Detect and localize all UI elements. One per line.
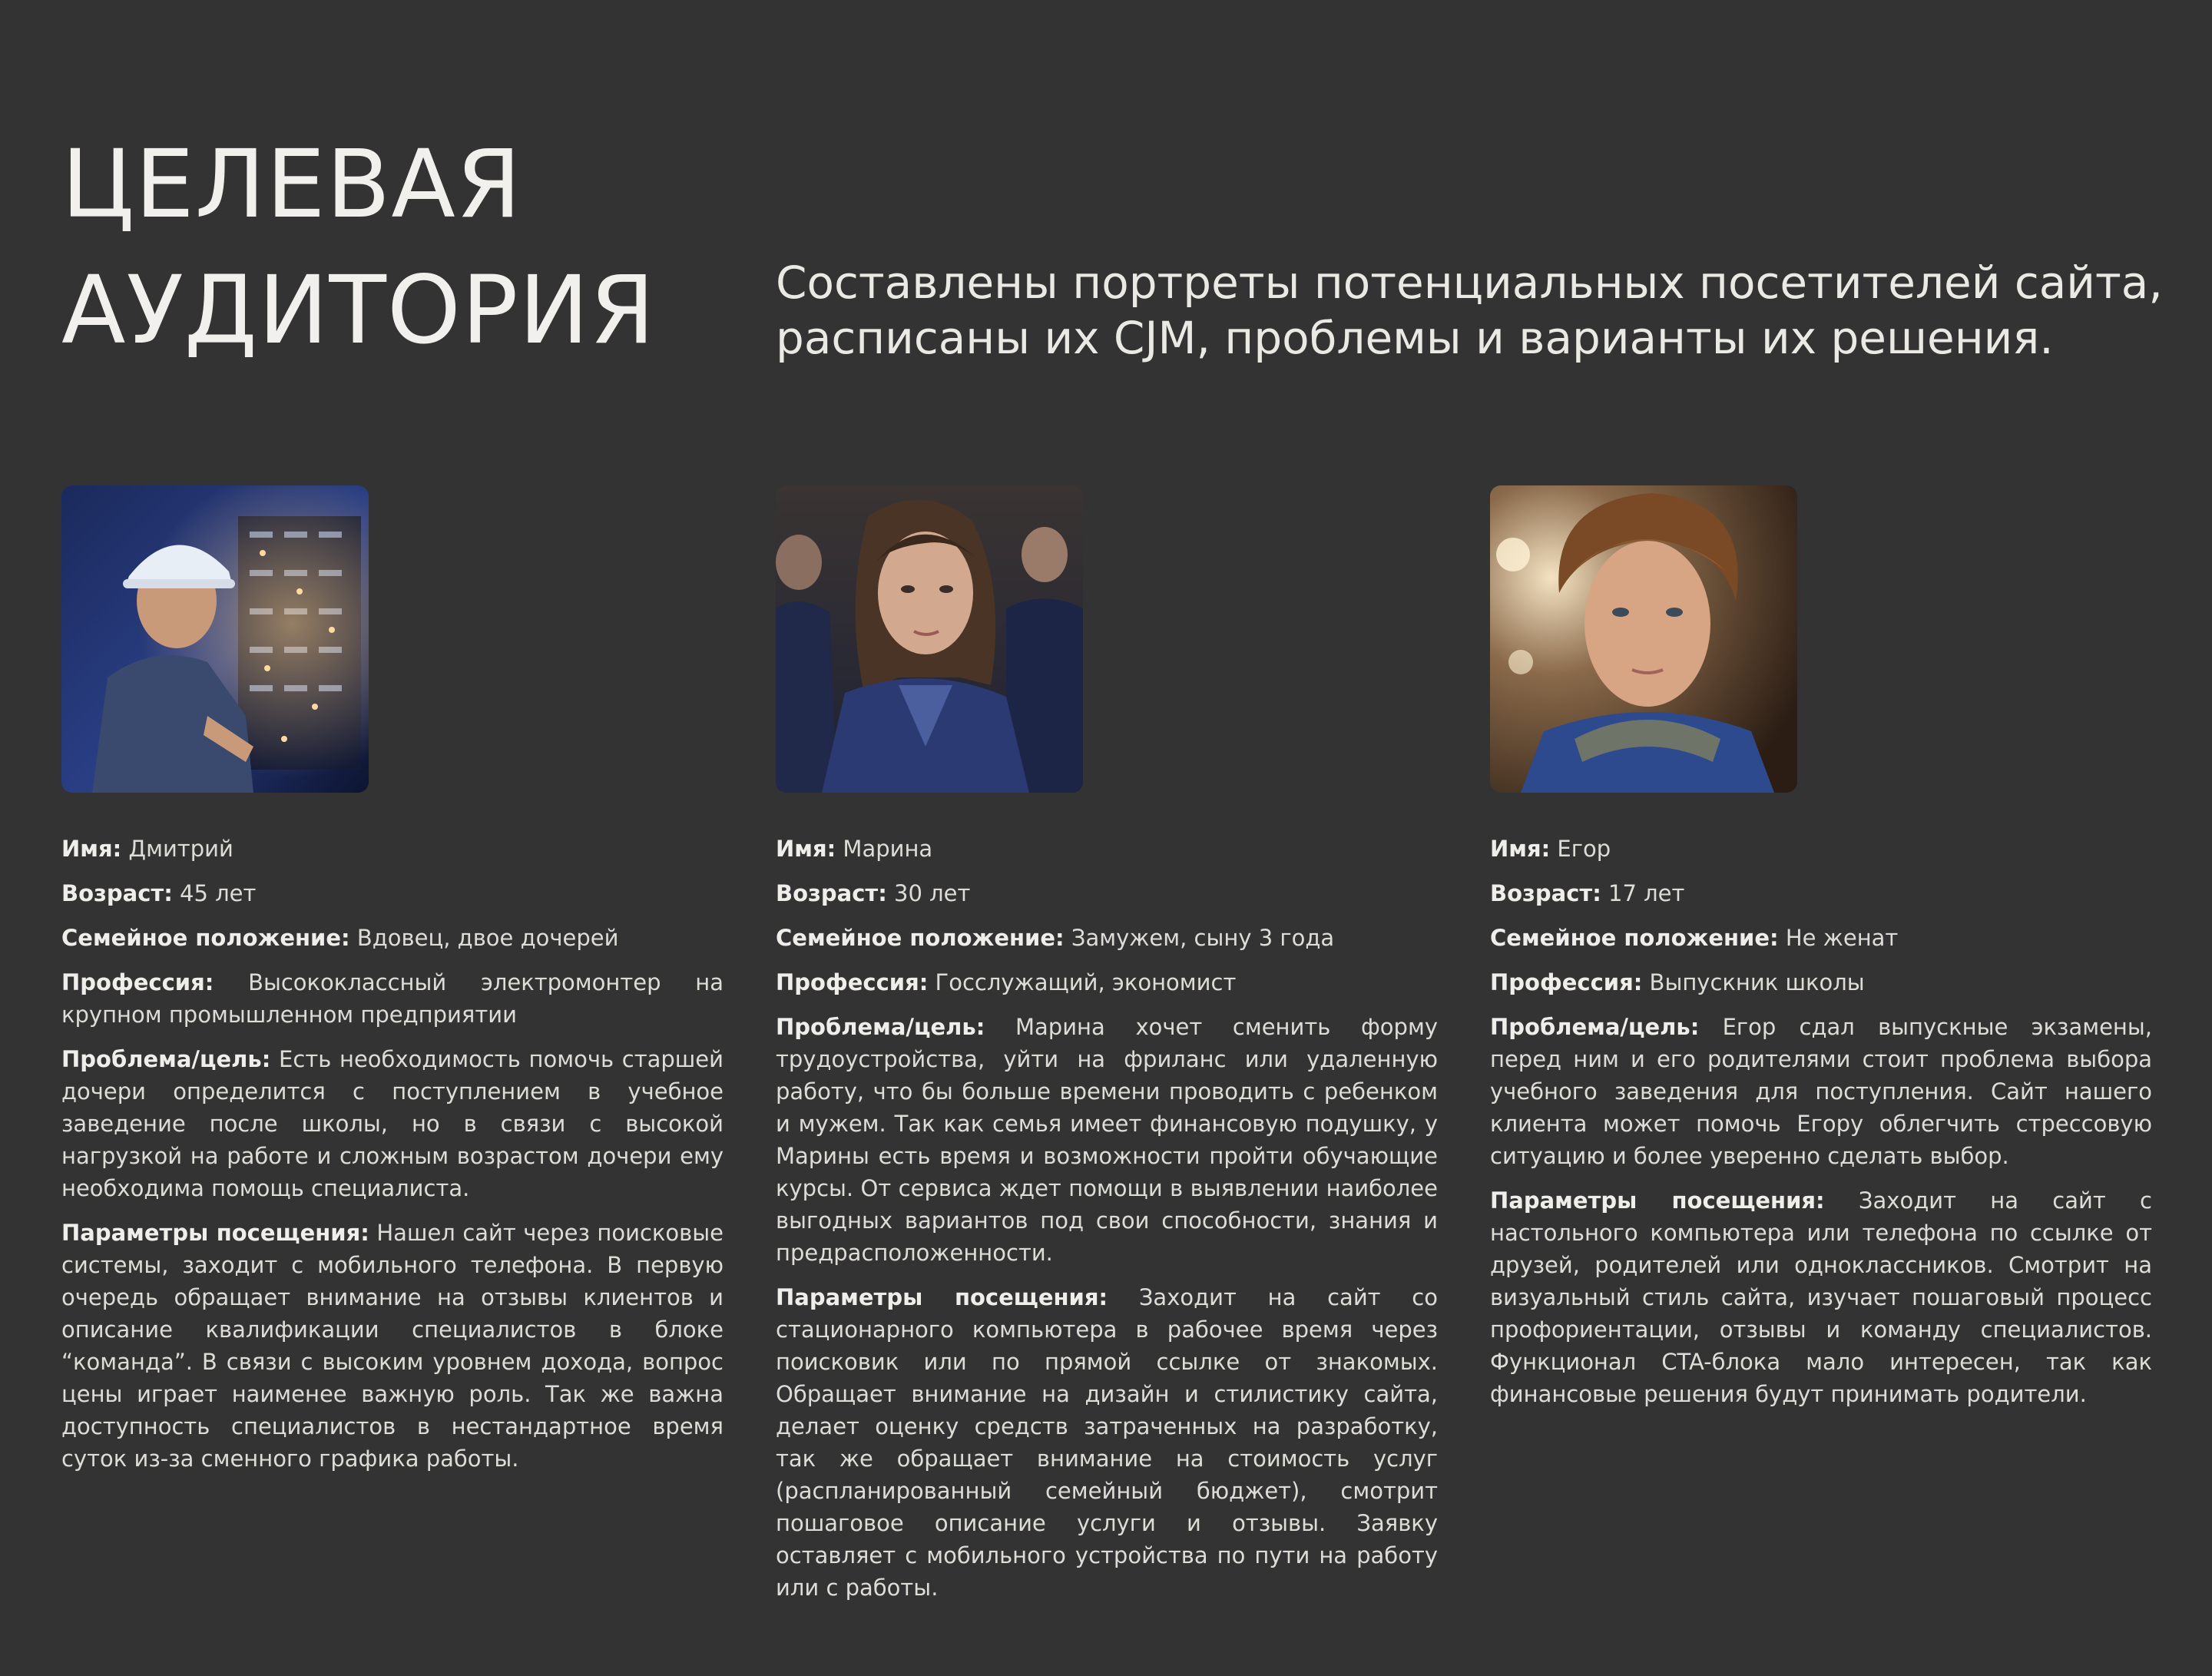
persona-visit-row [1490, 1184, 2152, 1410]
family-label: Семейное положение: [776, 925, 1065, 951]
persona-visit: Нашел сайт через поисковые системы, заходит с мобильного телефона. В первую очередь обращает внимание на отзывы клиентов и описание квалификации специалистов в блоке “команда”. В связи с высоким уровнем дохода, вопрос цены играет наименее важную роль. Так же важна доступность специалистов в нестандартное время суток из-за сменного графика работы. [61, 1220, 724, 1472]
persona-family-row [776, 922, 1438, 954]
persona-info [776, 833, 1438, 1604]
page-subtitle [776, 255, 2163, 366]
persona-info [61, 833, 724, 1475]
persona-name: Егор [1557, 836, 1611, 862]
persona-problem: Егор сдал выпускные экзамены, перед ним и его родителями стоит проблема выбора учебного заведения для поступления. Сайт нашего клиента может помочь Егору облегчить стрессовую ситуацию и более уверенно сделать выбор. [1490, 1014, 2153, 1169]
persona-problem: Есть необходимость помочь старшей дочери определится с поступлением в учебное заведение после школы, но в связи с высокой нагрузкой на работе и сложным возрастом дочери ему необходима помощь специалиста. [61, 1046, 724, 1201]
persona-name-row [61, 833, 724, 865]
persona-profession-row [776, 966, 1438, 999]
problem-label: Проблема/цель: [61, 1046, 271, 1072]
persona-profession: Госслужащий, экономист [935, 969, 1237, 995]
page-subtitle-line-2: расписаны их CJM, проблемы и варианты их решения. [776, 312, 2054, 364]
persona-card-egor [1490, 485, 2152, 1423]
persona-photo-businesswoman [776, 485, 1083, 793]
persona-visit: Заходит на сайт со стационарного компьютера в рабочее время через поисковик или по прямой ссылке от знакомых. Обращает внимание на дизайн и стилистику сайта, делает оценку средств затраченных на разработку, так же обращает внимание на стоимость услуг (распланированный семейный бюджет), смотрит пошаговое описание услуги и отзывы. Заявку оставляет с мобильного устройства по пути на работу или с работы. [776, 1284, 1438, 1601]
persona-name: Дмитрий [128, 836, 233, 862]
persona-age: 30 лет [894, 880, 971, 906]
persona-profession: Выпускник школы [1649, 969, 1865, 995]
persona-problem-row [776, 1011, 1438, 1269]
family-label: Семейное положение: [61, 925, 350, 951]
profession-label: Профессия: [61, 969, 214, 995]
page-title-line-1: ЦЕЛЕВАЯ [61, 130, 522, 239]
age-label: Возраст: [61, 880, 173, 906]
persona-age-row [776, 877, 1438, 909]
problem-label: Проблема/цель: [1490, 1014, 1700, 1040]
name-label: Имя: [61, 836, 122, 862]
businesswoman-portrait-image [776, 485, 1083, 793]
persona-age: 45 лет [180, 880, 257, 906]
persona-profession: Высококлассный электромонтер на крупном промышленном предприятии [61, 969, 724, 1028]
visit-label: Параметры посещения: [1490, 1187, 1825, 1214]
persona-age-row [1490, 877, 2152, 909]
persona-name: Марина [843, 836, 933, 862]
age-label: Возраст: [1490, 880, 1601, 906]
persona-family-row [1490, 922, 2152, 954]
name-label: Имя: [776, 836, 836, 862]
age-label: Возраст: [776, 880, 887, 906]
page-subtitle-line-1: Составлены портреты потенциальных посетителей сайта, [776, 257, 2163, 309]
page-title-line-2: АУДИТОРИЯ [61, 256, 656, 365]
electrician-portrait-image [61, 485, 369, 793]
visit-label: Параметры посещения: [61, 1220, 369, 1246]
persona-info [1490, 833, 2152, 1410]
persona-family: Замужем, сыну 3 года [1071, 925, 1335, 951]
persona-age: 17 лет [1608, 880, 1685, 906]
persona-visit-row [61, 1217, 724, 1475]
visit-label: Параметры посещения: [776, 1284, 1108, 1310]
persona-name-row [1490, 833, 2152, 865]
name-label: Имя: [1490, 836, 1551, 862]
persona-card-dmitry [61, 485, 724, 1487]
persona-photo-teenager [1490, 485, 1797, 793]
profession-label: Профессия: [776, 969, 929, 995]
persona-visit-row [776, 1281, 1438, 1604]
persona-card-marina [776, 485, 1438, 1616]
persona-visit: Заходит на сайт с настольного компьютера или телефона по ссылке от друзей, родителей или одноклассников. Смотрит на визуальный стиль сайта, изучает пошаговый процесс профориентации, отзывы и команду специалистов. Функционал CTA-блока мало интересен, так как финансовые решения будут принимать родители. [1490, 1187, 2152, 1407]
persona-problem: Марина хочет сменить форму трудоустройства, уйти на фриланс или удаленную работу, что бы больше времени проводить с ребенком и мужем. Так как семья имеет финансовую подушку, у Марины есть время и возможности пройти обучающие курсы. От сервиса ждет помощи в выявлении наиболее выгодных вариантов под свои способности, знания и предрасположенности. [776, 1014, 1438, 1266]
teenager-portrait-image [1490, 485, 1797, 793]
persona-family: Не женат [1785, 925, 1899, 951]
persona-name-row [776, 833, 1438, 865]
problem-label: Проблема/цель: [776, 1014, 985, 1040]
persona-problem-row [61, 1043, 724, 1204]
persona-profession-row [61, 966, 724, 1031]
persona-problem-row [1490, 1011, 2152, 1172]
persona-family: Вдовец, двое дочерей [356, 925, 619, 951]
family-label: Семейное положение: [1490, 925, 1779, 951]
persona-photo-electrician [61, 485, 369, 793]
persona-family-row [61, 922, 724, 954]
persona-profession-row [1490, 966, 2152, 999]
page-title [61, 121, 656, 373]
persona-age-row [61, 877, 724, 909]
profession-label: Профессия: [1490, 969, 1643, 995]
